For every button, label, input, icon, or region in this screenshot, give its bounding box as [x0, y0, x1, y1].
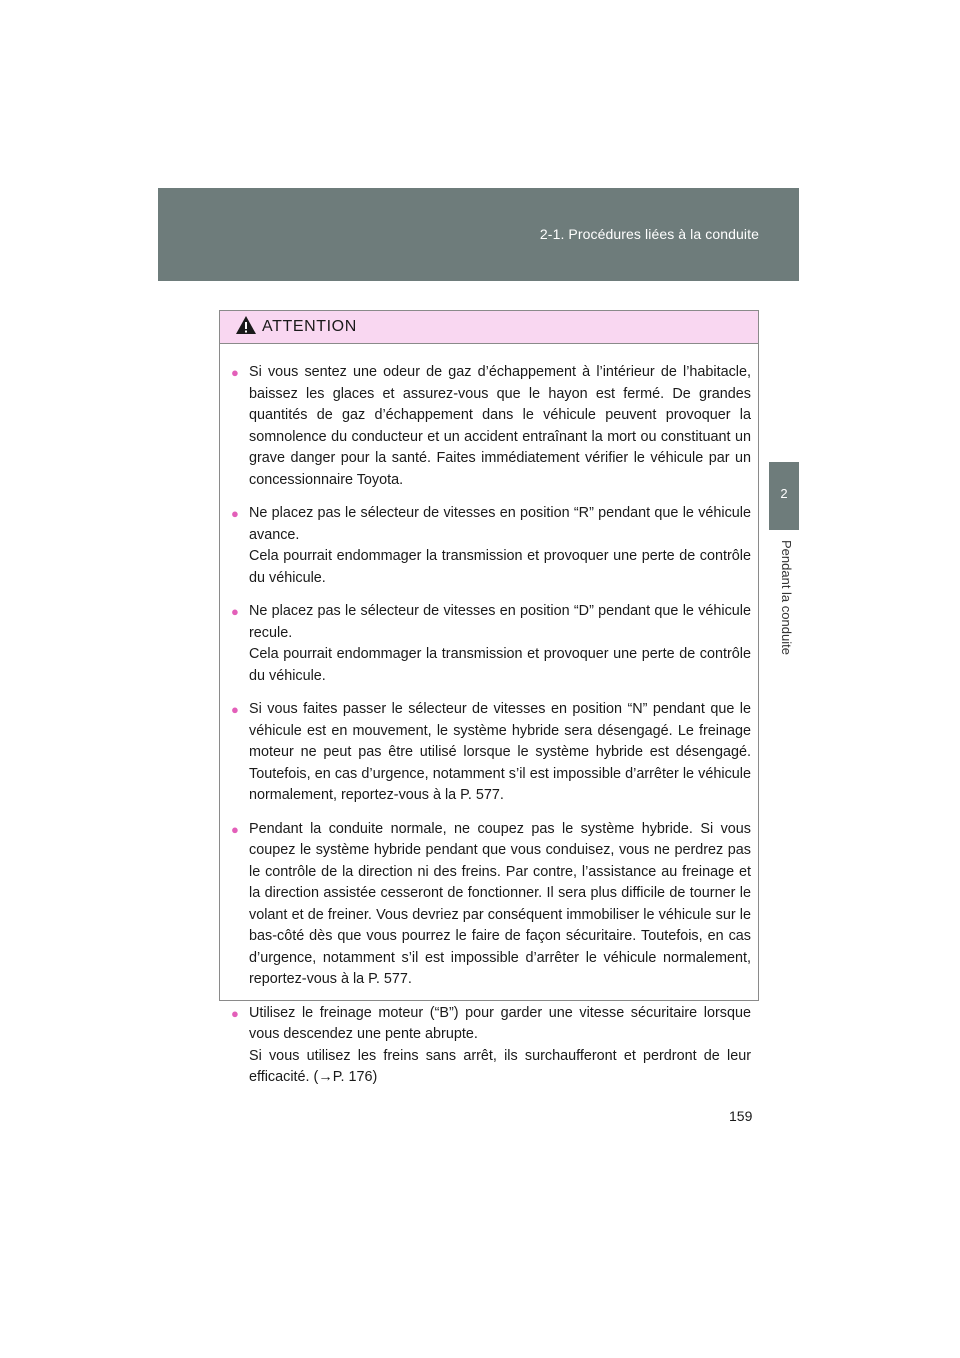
warning-text: Pendant la conduite normale, ne coupez pas le système hybride. Si vous coupez le système hybride pendant que vous conduisez, vous ne perdrez pas le contrôle de la direction ni des freins. Par contre, l’assistance au freinage et la direction assistée cesseront de fonctionner. Il sera plus difficile de tourner le volant et de freiner. Vous devriez par conséquent immobiliser le véhicule sur le bas-côté dès que vous pourrez le faire de façon sécuritaire. Toutefois, en cas d’urgence, notamment s’il est impossible d’arrêter le véhicule normalement, reportez-vous à la P. 577.: [249, 820, 751, 987]
warning-box: [219, 310, 759, 1085]
warning-list: [220, 344, 758, 1089]
chapter-number: 2: [780, 486, 788, 501]
list-item: [231, 601, 751, 687]
warning-text: Ne placez pas le sélecteur de vitesses en position “R” pendant que le véhicule avance. Cela pourrait endommager la transmission et provoquer une perte de contrôle du véhicule.: [249, 505, 751, 586]
bullet-icon: ●: [231, 365, 239, 380]
warning-triangle-icon: [235, 315, 257, 340]
warning-text: Utilisez le freinage moteur (“B”) pour garder une vitesse sécuritaire lorsque vous descendez une pente abrupte. Si vous utilisez les freins sans arrêt, ils surchaufferont et perdront de leur efficacité. (→P. 176): [249, 1004, 751, 1085]
warning-text: Si vous sentez une odeur de gaz d’échappement à l’intérieur de l’habitacle, baissez les glaces et assurez-vous que le hayon est fermé. De grandes quantités de gaz d’échappement dans le véhicule peuvent provoquer la somnolence du conducteur et un accident entraînant la mort ou constituant un grave danger pour la santé. Faites immédiatement vérifier le véhicule par un concessionnaire Toyota.: [249, 364, 751, 488]
list-item: [231, 362, 751, 491]
section-header-band: [158, 188, 799, 281]
list-item: [231, 503, 751, 589]
warning-text: Si vous faites passer le sélecteur de vitesses en position “N” pendant que le véhicule est en mouvement, le système hybride sera désengagé. Le freinage moteur ne peut pas être utilisé lorsque le système hybride est désengagé. Toutefois, en cas d’urgence, notamment s’il est impossible d’arrêter le véhicule normalement, reportez-vous à la P. 577.: [249, 701, 751, 803]
warning-header: [220, 311, 758, 344]
list-item: [231, 819, 751, 991]
section-title: 2-1. Procédures liées à la conduite: [539, 226, 759, 242]
list-item: [231, 1003, 751, 1089]
bullet-icon: ●: [231, 702, 239, 717]
bullet-icon: ●: [231, 604, 239, 619]
warning-text: Ne placez pas le sélecteur de vitesses en position “D” pendant que le véhicule recule. Cela pourrait endommager la transmission et provoquer une perte de contrôle du véhicule.: [249, 603, 751, 684]
page-number: 159: [729, 1108, 753, 1124]
chapter-tab: [769, 462, 799, 530]
warning-title: ATTENTION: [262, 318, 357, 335]
bullet-icon: ●: [231, 1005, 239, 1021]
bullet-icon: ●: [231, 506, 239, 521]
bullet-icon: ●: [231, 821, 239, 837]
list-item: [231, 699, 751, 807]
chapter-title: Pendant la conduite: [779, 540, 794, 655]
